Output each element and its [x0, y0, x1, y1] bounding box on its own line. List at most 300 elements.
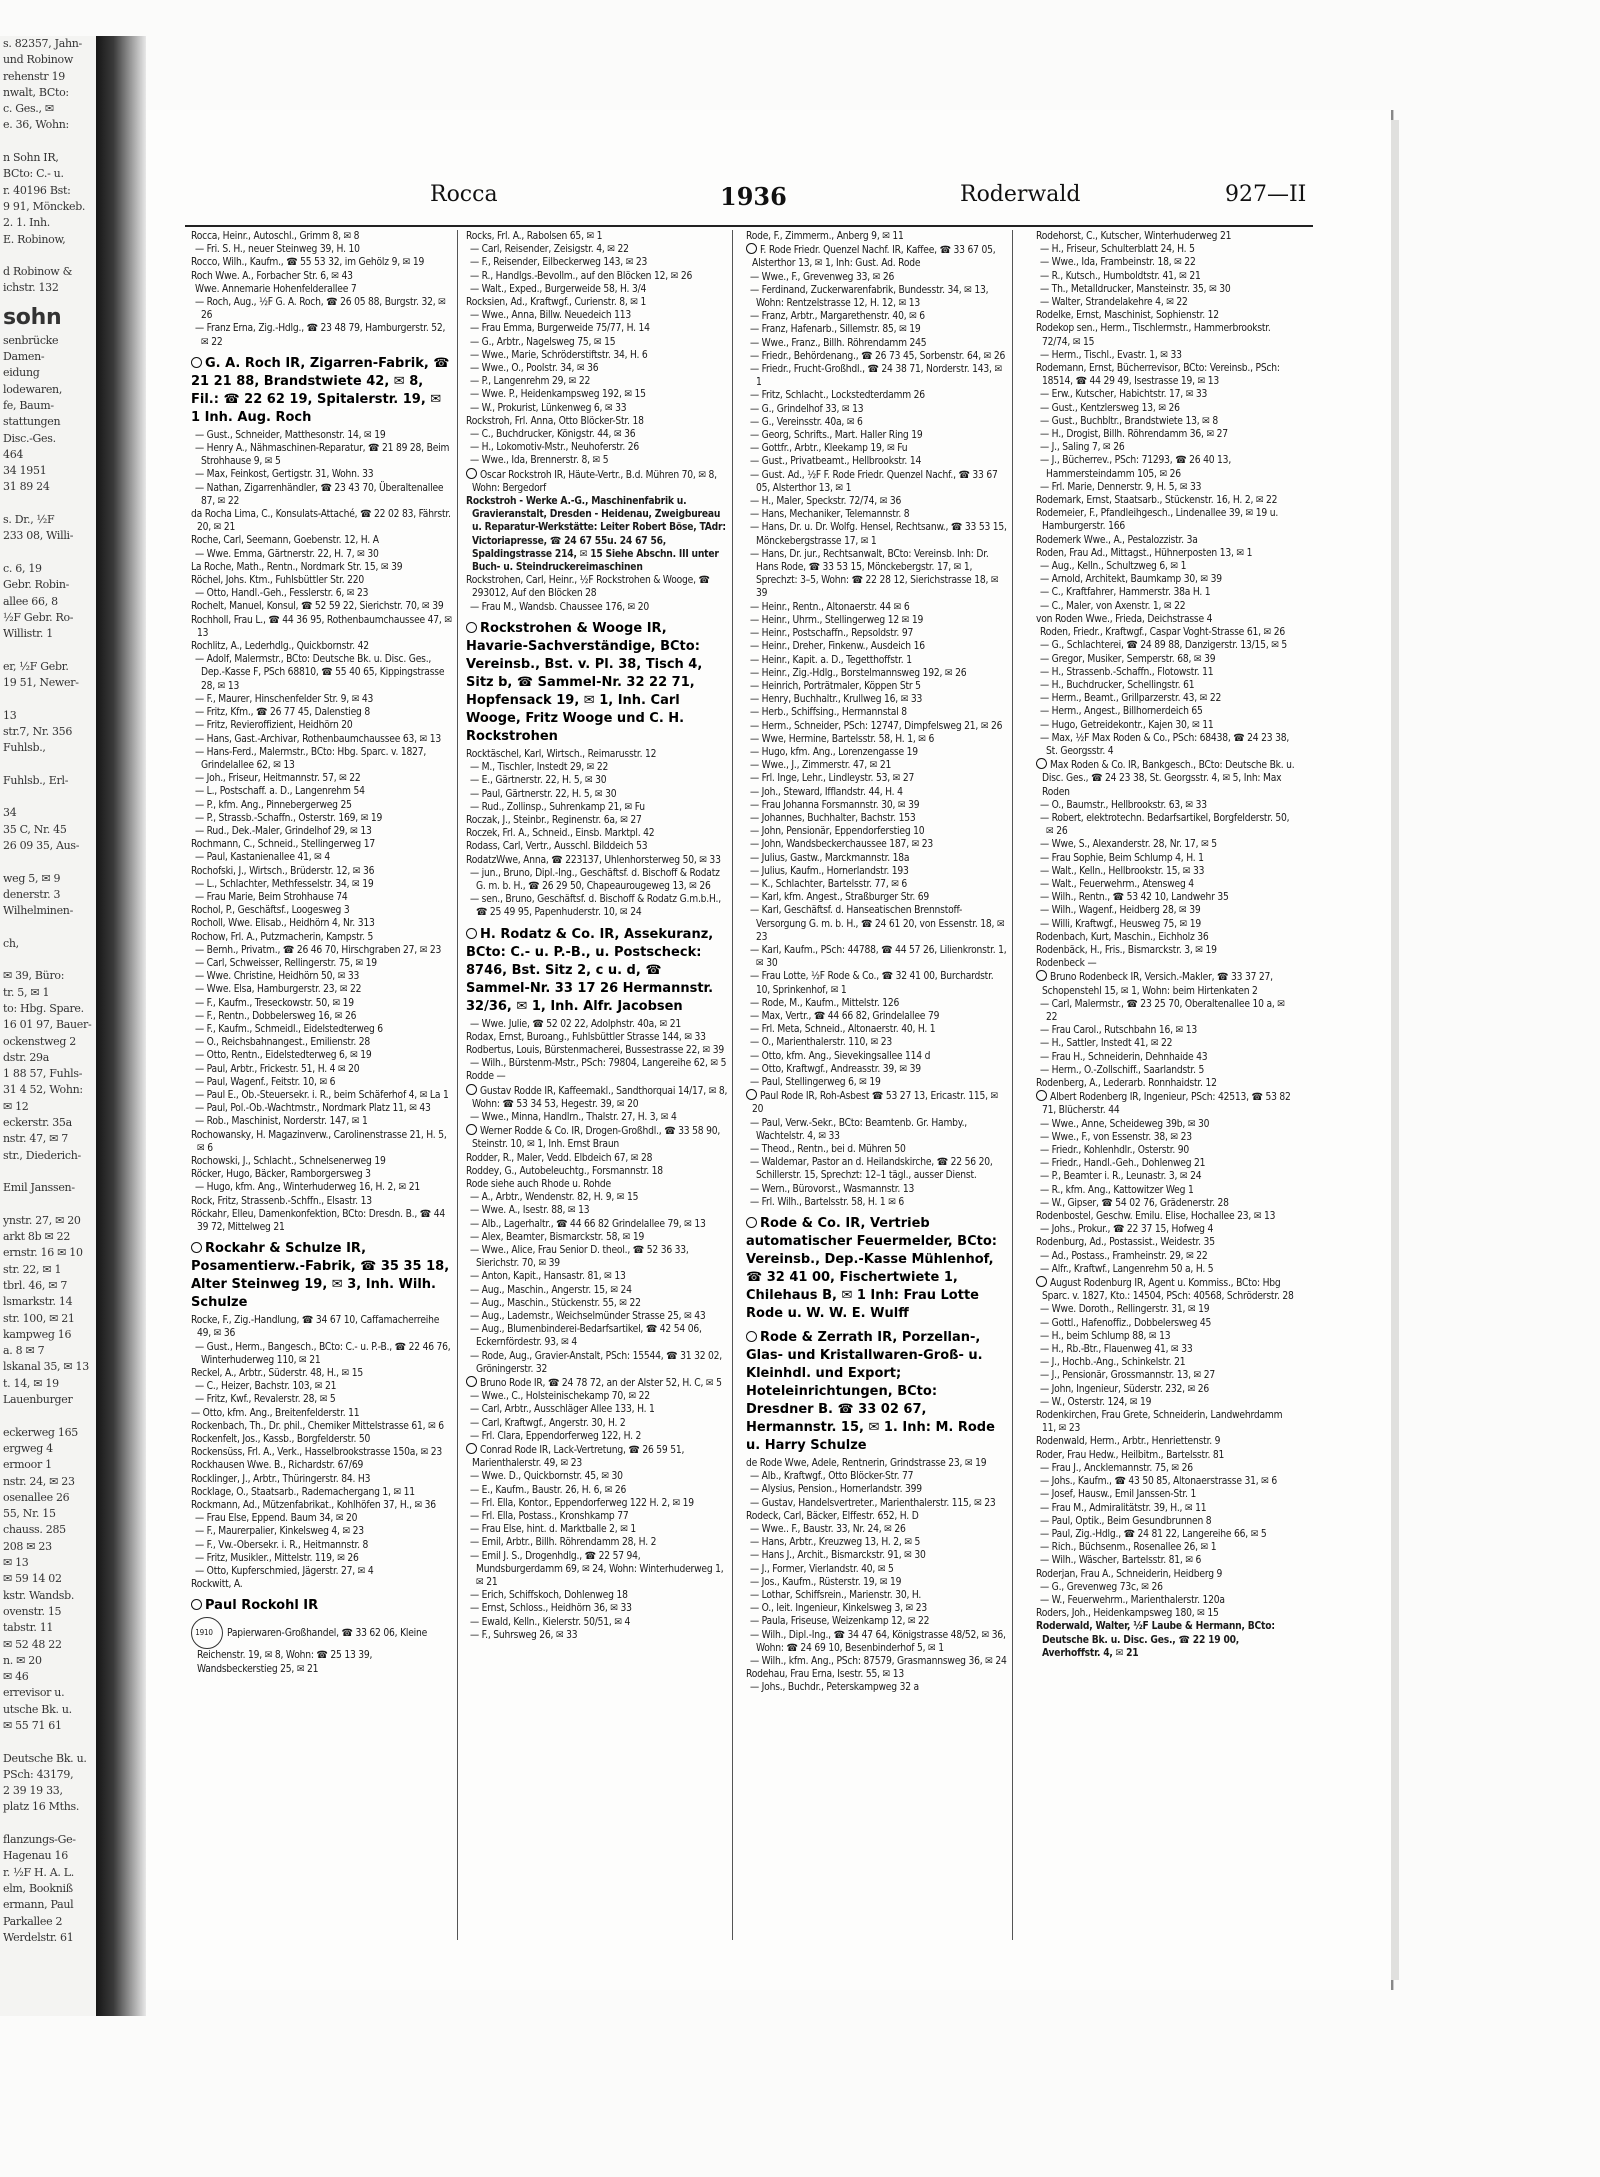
directory-entry	[746, 271, 1008, 284]
entry-text: — Franz, Arbtr., Margarethenstr. 40, ✉ 6	[750, 311, 925, 323]
entry-text: — Gustav, Handelsvertreter., Marienthalerstr. 115, ✉ 23	[750, 1497, 996, 1509]
entry-text: — F., Reisender, Eilbeckerweg 143, ✉ 23	[470, 257, 648, 269]
entry-text: — Ewald, Kelln., Kielerstr. 50/51, ✉ 4	[470, 1616, 631, 1628]
entry-text: — Wwe., Minna, Handlrn., Thalstr. 27, H. 3, ✉ 4	[470, 1111, 677, 1123]
entry-text: — Friedr., Kohlenhdlr., Osterstr. 90	[1040, 1145, 1190, 1157]
directory-entry	[191, 719, 453, 732]
entry-text: Rockenfelt, Jos., Kassb., Borgfelderstr. 50	[191, 1434, 371, 1446]
entry-text: — Herm., Angest., Billhornerdeich 65	[1040, 706, 1203, 718]
entry-text: — G., Grindelhof 33, ✉ 13	[750, 403, 864, 415]
registered-firm-circle-icon	[1036, 758, 1047, 769]
directory-entry	[466, 1430, 728, 1443]
entry-text: Rockahr & Schulze IR, Posamentierw.-Fabrik, ☎ 35 35 18, Alter Steinweg 19, ✉ 3, Inh. Wilh. Schulze	[191, 1241, 450, 1311]
entry-text: — Herb., Schiffsing., Hermannstal 8	[750, 707, 907, 719]
entry-text: Rocca, Heinr., Autoschl., Grimm 8, ✉ 8	[191, 231, 360, 242]
directory-entry	[191, 600, 453, 613]
entry-text: Rodbertus, Louis, Bürstenmacherei, Bussestrasse 22, ✉ 39	[466, 1044, 724, 1056]
entry-text: — Paul, Arbtr., Frickestr. 51, H. 4 ✉ 20	[195, 1063, 360, 1075]
entry-text: — Lothar, Schiffsrein., Marienstr. 30, H.	[750, 1590, 922, 1602]
left-page-line: str. 22, ✉ 1	[3, 1262, 62, 1276]
entry-text: Roden, Frau Ad., Mittagst., Hühnerposten 13, ✉ 1	[1036, 547, 1253, 559]
directory-entry	[746, 1549, 1008, 1562]
entry-text: — Wwe., Marie, Schröderstiftstr. 34, H. 6	[470, 349, 648, 361]
left-page-line: Wilhelminen-	[3, 904, 74, 918]
directory-entry	[1036, 494, 1298, 507]
directory-entry	[746, 455, 1008, 468]
entry-text: Rodenkirchen, Frau Grete, Schneiderin, Landwehrdamm 11, ✉ 23	[1036, 1410, 1283, 1435]
left-page-line: 13	[3, 708, 17, 722]
directory-entry	[466, 1536, 728, 1549]
directory-entry	[466, 1417, 728, 1430]
entry-text: — E., Kaufm., Baustr. 26, H. 6, ✉ 26	[470, 1484, 627, 1496]
entry-text: Rocklage, O., Staatsarb., Rademachergang 1, ✉ 11	[191, 1486, 415, 1498]
directory-entry	[746, 1076, 1008, 1089]
directory-entry	[746, 337, 1008, 350]
entry-text: — Gust. Ad., ½F F. Rode Friedr. Quenzel Nachf., ☎ 33 67 05, Alsterthor 13, ✉ 1	[750, 469, 998, 494]
directory-entry	[746, 1117, 1008, 1143]
directory-entry	[191, 614, 453, 640]
directory-entry	[1036, 1303, 1298, 1316]
directory-entry	[466, 1178, 728, 1191]
entry-text: — Roch, Aug., ½F G. A. Roch, ☎ 26 05 88, Burgstr. 32, ✉ 26	[195, 297, 446, 322]
entry-text: Oscar Rockstroh IR, Häute-Vertr., B.d. Mühren 70, ✉ 8, Wohn: Bergedorf	[472, 469, 717, 494]
directory-entry	[1036, 1435, 1298, 1448]
directory-entry	[191, 561, 453, 574]
directory-entry	[191, 1578, 453, 1591]
entry-text: — sen., Bruno, Geschäftsf. d. Bischoff & Rodatz G.m.b.H., ☎ 25 49 95, Papenhuderstr. 10, ✉ 24	[470, 894, 721, 919]
entry-text: — Frau H., Schneiderin, Dehnhaide 43	[1040, 1051, 1208, 1063]
left-page-line: eckerstr. 35a	[3, 1116, 72, 1129]
left-page-line: 16 01 97, Bauer-	[3, 1018, 92, 1032]
directory-entry	[191, 270, 453, 283]
directory-entry	[466, 1165, 728, 1178]
directory-entry	[1036, 1502, 1298, 1515]
entry-text: — Hugo, kfm. Ang., Lorenzengasse 19	[750, 746, 918, 758]
directory-entry	[191, 1076, 453, 1089]
entry-text: — Walter, Strandelakehre 4, ✉ 22	[1040, 297, 1188, 309]
entry-text: — Gottfr., Arbtr., Kleekamp 19, ✉ Fu	[750, 443, 908, 455]
directory-entry	[1036, 1541, 1298, 1554]
entry-text: — Willi, Kraftwgf., Heusweg 75, ✉ 19	[1040, 918, 1201, 930]
directory-entry	[466, 296, 728, 309]
entry-text: — Hans, Dr. jur., Rechtsanwalt, BCto: Vereinsb. Inh: Dr. Hans Rode, ☎ 33 53 15, Mönckebergstr. 17, ✉ 1, Sprechzt: 3–5, Wohn: ☎ 22 28 12, Sierichstrasse 18, ✉ 39	[750, 548, 999, 600]
entry-text: Roch Wwe. A., Forbacher Str. 6, ✉ 43	[191, 270, 353, 282]
left-page-line: ermann, Paul	[3, 1898, 74, 1912]
entry-text: — Ferdinand, Zuckerwarenfabrik, Bundesstr. 34, ✉ 13, Wohn: Rentzelstrasse 12, H. 12, ✉ 13	[750, 284, 989, 310]
entry-text: — Wwe., Alice, Frau Senior D. theol., ☎ 52 36 33, Sierichstr. 70, ✉ 39	[470, 1244, 689, 1270]
entry-text: — C., Maler, von Axenstr. 1, ✉ 22	[1040, 600, 1186, 612]
entry-text: Albert Rodenberg IR, Ingenieur, PSch: 42513, ☎ 53 82 71, Blücherstr. 44	[1042, 1092, 1291, 1117]
directory-entry	[191, 944, 453, 957]
directory-entry	[1036, 1409, 1298, 1435]
directory-entry	[191, 706, 453, 719]
entry-text: — H., Drogist, Billh. Röhrendamm 36, ✉ 27	[1040, 429, 1228, 441]
left-page-text-bottom	[0, 333, 96, 1946]
entry-text: Rockstrohen & Wooge IR, Havarie-Sachverständige, BCto: Vereinsb., Bst. v. Pl. 38, Tisch 4, Sitz b, ☎ Sammel-Nr. 32 22 71, Hopfensack 19, ✉ 1, Inh. Carl Wooge, Fritz Wooge und C. H. Rockstrohen	[466, 620, 703, 744]
directory-entry	[191, 1010, 453, 1023]
directory-entry	[1036, 230, 1298, 243]
entry-text: — Carl, Malermstr., ☎ 23 25 70, Oberaltenallee 10 a, ✉ 22	[1040, 998, 1285, 1023]
entry-text: — Herm., Beamt., Grillparzerstr. 43, ✉ 22	[1040, 693, 1222, 705]
header-rule	[185, 225, 1313, 227]
directory-entry	[746, 970, 1008, 996]
left-page-fragment	[0, 36, 98, 2016]
entry-text: — John, Wandsbeckerchaussee 187, ✉ 23	[750, 839, 934, 851]
entry-text: Rodax, Ernst, Buroang., Fuhlsbüttler Strasse 144, ✉ 33	[466, 1031, 706, 1043]
directory-entry	[746, 667, 1008, 680]
entry-text: — Wwe. Elsa, Hamburgerstr. 23, ✉ 22	[195, 984, 362, 996]
directory-entry	[466, 801, 728, 814]
directory-entry	[191, 640, 453, 653]
left-page-line: n. ✉ 20	[3, 1653, 42, 1667]
directory-entry	[746, 799, 1008, 812]
entry-text: — Wwe., O., Poolstr. 34, ✉ 36	[470, 363, 599, 375]
entry-text: Rodekop sen., Herm., Tischlermstr., Hammerbrookstr. 72/74, ✉ 15	[1036, 323, 1271, 348]
entry-text: Max Roden & Co. IR, Bankgesch., BCto: Deutsche Bk. u. Disc. Ges., ☎ 24 23 38, St. Georgsstr. 4, ✉ 5, Inh: Max Roden	[1042, 760, 1295, 798]
directory-entry	[1036, 732, 1298, 758]
directory-entry	[1036, 322, 1298, 348]
left-page-line: Disc.-Ges.	[3, 431, 56, 445]
directory-entry	[466, 336, 728, 349]
left-page-line	[0, 642, 96, 658]
left-page-line: str.7, Nr. 356	[3, 724, 73, 738]
directory-entry	[1036, 600, 1298, 613]
directory-entry	[466, 1111, 728, 1124]
directory-entry	[466, 1124, 728, 1151]
directory-entry	[1036, 931, 1298, 944]
entry-text: Rodenbäck, H., Fris., Bismarckstr. 3, ✉ 19	[1036, 944, 1217, 956]
directory-entry	[466, 1310, 728, 1323]
directory-entry	[746, 693, 1008, 706]
directory-entry	[1036, 1449, 1298, 1462]
directory-entry	[466, 1523, 728, 1536]
left-page-line: 26 09 35, Aus-	[3, 838, 80, 852]
directory-entry	[466, 1057, 728, 1070]
entry-text: — Wwe., C., Holsteinischekamp 70, ✉ 22	[470, 1391, 650, 1403]
entry-text: Röckahr, Elleu, Damenkonfektion, BCto: Dresdn. B., ☎ 44 39 72, Mittelweg 21	[191, 1208, 445, 1234]
entry-text: — Herm., Tischl., Evastr. 1, ✉ 33	[1040, 349, 1182, 361]
left-page-line: tabstr. 11	[3, 1621, 54, 1635]
entry-text: Roderjan, Frau A., Schneiderin, Heidberg 9	[1036, 1568, 1223, 1580]
entry-text: — Otto, kfm. Ang., Breitenfelderstr. 11	[191, 1407, 360, 1419]
directory-entry	[191, 230, 453, 243]
entry-text: — Emil, Arbtr., Billh. Röhrendamm 28, H. 2	[470, 1537, 657, 1549]
directory-entry	[466, 362, 728, 375]
directory-entry	[1036, 944, 1298, 957]
entry-text: — G., Grevenweg 73c, ✉ 26	[1040, 1581, 1163, 1593]
entry-text: — Otto, kfm. Ang., Sievekingsallee 114 d	[750, 1050, 931, 1062]
entry-text: Rodemann, Ernst, Bücherrevisor, BCto: Vereinsb., PSch: 18514, ☎ 44 29 49, Isestrasse 19, ✉ 13	[1036, 363, 1280, 388]
directory-entry	[191, 1433, 453, 1446]
directory-entry	[466, 1616, 728, 1629]
entry-text: — F., Suhrsweg 26, ✉ 33	[470, 1629, 578, 1641]
directory-entry	[466, 454, 728, 467]
directory-entry	[1036, 1343, 1298, 1356]
directory-entry	[746, 865, 1008, 878]
entry-text: Rodemeier, F., Pfandleihgesch., Lindenallee 39, ✉ 19 u. Hamburgerstr. 166	[1036, 508, 1279, 533]
entry-text: — Frau Carol., Rutschbahn 16, ✉ 13	[1040, 1025, 1197, 1037]
left-page-line: 31 4 52, Wohn:	[3, 1083, 83, 1097]
directory-entry	[191, 931, 453, 944]
entry-text: — Otto, Kupferschmied, Jägerstr. 27, ✉ 4	[195, 1566, 374, 1578]
entry-text: Rodenburg, Ad., Postassist., Weidestr. 35	[1036, 1237, 1215, 1249]
directory-entry	[191, 1539, 453, 1552]
left-page-line: arkt 8b ✉ 22	[3, 1230, 71, 1244]
directory-entry	[191, 1393, 453, 1406]
directory-entry	[1036, 1077, 1298, 1090]
directory-entry	[746, 403, 1008, 416]
directory-entry	[1036, 1317, 1298, 1330]
directory-entry	[191, 1565, 453, 1578]
directory-entry	[746, 310, 1008, 323]
directory-entry	[746, 1196, 1008, 1209]
registered-firm-circle-icon	[746, 1331, 757, 1342]
entry-text: Rode & Zerrath IR, Porzellan-, Glas- und Kristallwaren-Groß- u. Kleinhdl. und Export; Hoteleinrichtungen, BCto: Dresdner B. ☎ 33 02 67, Hermannstr. 15, ✉ 1. Inh: M. Rode u. Harry Schulze	[746, 1330, 995, 1454]
entry-text: — O., Baumstr., Hellbrookstr. 63, ✉ 33	[1040, 799, 1207, 811]
entry-text: — Frau Johanna Forsmannstr. 30, ✉ 39	[750, 799, 920, 811]
directory-entry	[466, 270, 728, 283]
directory-entry	[746, 323, 1008, 336]
entry-text: — Aug., Blumenbinderei-Bedarfsartikel, ☎ 42 54 06, Eckernfördestr. 93, ✉ 4	[470, 1324, 702, 1349]
left-page-line: Deutsche Bk. u.	[3, 1751, 87, 1765]
entry-text: Rode, F., Zimmerm., Anberg 9, ✉ 11	[746, 231, 904, 242]
entry-text: — F., Kaufm., Treseckowstr. 50, ✉ 19	[195, 997, 354, 1009]
directory-entry	[191, 851, 453, 864]
entry-text: — Waldemar, Pastor an d. Heilandskirche, ☎ 22 56 20, Schillerstr. 15, Sprechzt: 12–1 tägl., ausser Dienst.	[750, 1157, 993, 1182]
entry-text: — Aug., Maschin., Angerstr. 15, ✉ 24	[470, 1284, 632, 1296]
entry-text: Rodenbostel, Geschw. Emilu. Elise, Hochallee 23, ✉ 13	[1036, 1211, 1276, 1223]
entry-text: — Johs., Prokur., ☎ 22 37 15, Hofweg 4	[1040, 1224, 1214, 1236]
directory-display-entry	[191, 1240, 453, 1312]
left-page-line: osenallee 26	[3, 1490, 70, 1504]
directory-entry	[1036, 679, 1298, 692]
directory-column-4	[1030, 230, 1302, 1940]
directory-entry	[466, 867, 728, 893]
left-page-line: eckerweg 165	[3, 1425, 78, 1439]
entry-text: — Paul, Stellingerweg 6, ✉ 19	[750, 1077, 881, 1088]
directory-entry	[466, 441, 728, 454]
entry-text: — Hans, Dr. u. Dr. Wolfg. Hensel, Rechtsanw., ☎ 33 53 15, Mönckebergstrasse 17, ✉ 1	[750, 522, 1007, 547]
header-year: 1936	[720, 182, 787, 211]
header-left-keyword: Rocca	[430, 182, 498, 207]
directory-entry	[746, 1615, 1008, 1628]
left-page-line: kstr. Wandsb.	[3, 1588, 75, 1602]
entry-text: — Heinr., Zig.-Hdlg., Borstelmannsweg 192, ✉ 26	[750, 667, 967, 679]
entry-text: — C., Buchdrucker, Königstr. 44, ✉ 36	[470, 429, 636, 441]
left-page-line: 9 91, Mönckeb.	[3, 199, 86, 213]
entry-text: — O., Reichsbahnangest., Emilienstr. 28	[195, 1037, 371, 1049]
entry-text: — Arnold, Architekt, Baumkamp 30, ✉ 39	[1040, 574, 1222, 586]
entry-text: — Frl. Meta, Schneid., Altonaerstr. 40, H. 1	[750, 1024, 936, 1036]
directory-entry	[466, 1018, 728, 1031]
entry-text: Roderwald, Walter, ½F Laube & Hermann, BCto: Deutsche Bk. u. Disc. Ges., ☎ 22 19 00, Averhoffstr. 4, ✉ 21	[1036, 1621, 1275, 1659]
directory-entry	[191, 1049, 453, 1062]
entry-text: — Jos., Kaufm., Rüsterstr. 19, ✉ 19	[750, 1576, 902, 1588]
left-page-line: t. 14, ✉ 19	[3, 1376, 59, 1390]
entry-text: Paul Rode IR, Roh-Asbest ☎ 53 27 13, Ericastr. 115, ✉ 20	[752, 1091, 999, 1116]
entry-text: — Frau J., Ancklemannstr. 75, ✉ 26	[1040, 1462, 1193, 1474]
directory-entry	[746, 1156, 1008, 1182]
entry-text: — Rode, M., Kaufm., Mittelstr. 126	[750, 997, 900, 1009]
left-page-line: 35 C, Nr. 45	[3, 822, 67, 836]
entry-text: — Wwe. D., Quickbornstr. 45, ✉ 30	[470, 1471, 623, 1483]
entry-text: — Heinr., Dreher, Finkenw., Ausdeich 16	[750, 641, 925, 653]
directory-entry	[746, 1143, 1008, 1156]
entry-text: Rochholl, Frau L., ☎ 44 36 95, Rothenbaumchaussee 47, ✉ 13	[191, 614, 452, 639]
directory-entry	[746, 746, 1008, 759]
left-page-line	[0, 854, 96, 870]
directory-entry	[191, 534, 453, 547]
entry-text: Rochlitz, A., Lederhdlg., Quickbornstr. 42	[191, 641, 369, 653]
directory-entry	[466, 1284, 728, 1297]
left-page-line: ch,	[3, 936, 19, 950]
registered-firm-circle-icon	[466, 1443, 477, 1454]
entry-text: — Heinr., Rentn., Altonaerstr. 44 ✉ 6	[750, 601, 910, 613]
directory-entry	[746, 508, 1008, 521]
entry-text: — P., kfm. Ang., Pinnebergerweg 25	[195, 799, 352, 811]
entry-text: — Wwe., F., von Essenstr. 38, ✉ 23	[1040, 1131, 1192, 1143]
directory-entry	[191, 1208, 453, 1234]
left-page-line: ovenstr. 15	[3, 1604, 62, 1618]
directory-column-3	[740, 230, 1013, 1940]
directory-entry	[466, 1497, 728, 1510]
left-page-line: 34	[3, 806, 17, 820]
entry-text: — Theod., Rentn., bei d. Mühren 50	[750, 1144, 906, 1156]
directory-entry	[191, 1499, 453, 1512]
left-page-line: ½F Gebr. Ro-	[3, 610, 74, 624]
entry-text: F. Rode Friedr. Quenzel Nachf. IR, Kaffee, ☎ 33 67 05, Alsterthor 13, ✉ 1, Inh: Gust. Ad. Rode	[752, 245, 996, 270]
directory-entry	[191, 746, 453, 772]
left-page-line: Fuhlsb., Erl-	[3, 773, 69, 787]
entry-text: Roden, Friedr., Kraftwgf., Caspar Voght-Strasse 61, ✉ 26	[1040, 627, 1285, 639]
entry-text: Rocke, F., Zig.-Handlung, ☎ 34 67 10, Caffamacherreihe 49, ✉ 36	[191, 1315, 440, 1340]
directory-entry	[466, 468, 728, 495]
entry-text: — Bernh., Privatm., ☎ 26 46 70, Hirschgraben 27, ✉ 23	[195, 944, 442, 956]
directory-entry	[466, 349, 728, 362]
left-page-line: r. 40196 Bst:	[3, 183, 71, 197]
entry-text: — Johs., Buchdr., Peterskampweg 32 a	[750, 1682, 919, 1694]
directory-entry	[746, 680, 1008, 693]
directory-entry	[466, 854, 728, 867]
entry-text: — H., Maler, Speckstr. 72/74, ✉ 36	[750, 496, 902, 508]
left-page-line: 19 51, Newer-	[3, 675, 79, 689]
entry-text: Wwe. Annemarie Hohenfelderallee 7	[195, 283, 357, 295]
entry-text: — Heinr., Postschaffn., Repsoldstr. 97	[750, 628, 914, 640]
left-page-line: n Sohn IR,	[3, 151, 59, 165]
entry-text: — Josef, Hausw., Emil Janssen-Str. 1	[1040, 1489, 1197, 1501]
directory-entry	[466, 601, 728, 614]
directory-entry	[466, 1403, 728, 1416]
directory-entry	[1036, 918, 1298, 931]
entry-text: Roddey, G., Autobeleuchtg., Forsmannstr. 18	[466, 1165, 663, 1177]
directory-entry	[466, 1231, 728, 1244]
entry-text: Rodenbach, Kurt, Maschin., Eichholz 36	[1036, 931, 1209, 943]
entry-text: Rocks, Frl. A., Rabolsen 65, ✉ 1	[466, 231, 603, 242]
left-page-line: lodewaren,	[3, 382, 63, 396]
directory-entry	[466, 388, 728, 401]
entry-text: — Friedr., Behördenang., ☎ 26 73 45, Sorbenstr. 64, ✉ 26	[750, 350, 1006, 362]
left-page-line: ✉ 13	[3, 1556, 29, 1570]
entry-text: — Hans, Mechaniker, Telemannstr. 8	[750, 509, 910, 521]
entry-text: — Fri. S. H., neuer Steinweg 39, H. 10	[195, 244, 360, 256]
left-page-line: ✉ 46	[3, 1670, 29, 1684]
left-page-line: to: Hbg. Spare.	[3, 1001, 84, 1015]
directory-entry	[191, 1512, 453, 1525]
entry-text: — L., Postschaff. a. D., Langenrehm 54	[195, 786, 365, 798]
entry-text: — Fritz, Kfm., ☎ 26 77 45, Dalenstieg 8	[195, 707, 370, 719]
entry-text: Rocktäschel, Karl, Wirtsch., Reimarusstr. 12	[466, 748, 657, 760]
entry-text: — Wwe., Anna, Billw. Neuedeich 113	[470, 310, 632, 322]
directory-entry	[1036, 243, 1298, 256]
directory-entry	[746, 772, 1008, 785]
directory-entry	[1036, 296, 1298, 309]
directory-entry	[466, 827, 728, 840]
left-page-line: 2. 1. Inh.	[3, 216, 50, 230]
entry-text: da Rocha Lima, C., Konsulats-Attaché, ☎ 22 02 83, Fährstr. 20, ✉ 21	[191, 509, 451, 534]
directory-entry	[191, 1155, 453, 1168]
entry-text: H. Rodatz & Co. IR, Assekuranz, BCto: C.- u. P.-B., u. Postscheck: 8746, Bst. Sitz 2, c u. d, ☎ Sammel-Nr. 33 17 26 Hermannstr. 32/36, ✉ 1, Inh. Alfr. Jacobsen	[466, 926, 714, 1014]
entry-text: — Wwe. Christine, Heidhörn 50, ✉ 33	[195, 971, 360, 983]
directory-entry	[191, 1473, 453, 1486]
directory-entry	[466, 1297, 728, 1310]
entry-text: — H., Rb.-Btr., Flauenweg 41, ✉ 33	[1040, 1344, 1193, 1356]
directory-entry	[1036, 1051, 1298, 1064]
entry-text: — Paul, Kastanienallee 41, ✉ 4	[195, 852, 330, 864]
entry-text: Rochmann, C., Schneid., Stellingerweg 17	[191, 839, 375, 851]
left-page-line: denerstr. 3	[3, 887, 61, 901]
entry-text: Roders, Joh., Heidenkampsweg 180, ✉ 15	[1036, 1608, 1219, 1620]
directory-entry	[1036, 1383, 1298, 1396]
directory-entry	[1036, 309, 1298, 322]
entry-text: — Frl. Ella, Kontor., Eppendorferweg 122 H. 2, ✉ 19	[470, 1497, 694, 1509]
directory-entry	[466, 788, 728, 801]
entry-text: — Frau Else, hint. d. Marktballe 2, ✉ 1	[470, 1524, 637, 1536]
entry-text: — Wwe., Anne, Scheideweg 39b, ✉ 30	[1040, 1118, 1210, 1130]
directory-entry	[466, 774, 728, 787]
directory-entry	[1036, 586, 1298, 599]
directory-entry	[1036, 812, 1298, 838]
entry-text: — Robert, elektrotechn. Bedarfsartikel, Borgfelderstr. 50, ✉ 26	[1040, 812, 1290, 838]
directory-entry	[191, 904, 453, 917]
entry-text: — Max, Vertr., ☎ 44 66 82, Grindelallee 79	[750, 1010, 940, 1022]
entry-text: — Erw., Kutscher, Habichtstr. 17, ✉ 33	[1040, 389, 1208, 401]
left-page-line: lsmarkstr. 14	[3, 1295, 73, 1309]
directory-entry	[466, 495, 728, 574]
directory-entry	[1036, 283, 1298, 296]
entry-text: — Wilh., Bürstenm-Mstr., PSch: 79804, Langereihe 62, ✉ 5	[470, 1058, 727, 1070]
directory-entry	[746, 284, 1008, 310]
directory-entry	[466, 1070, 728, 1083]
directory-entry	[191, 1036, 453, 1049]
directory-entry	[466, 1376, 728, 1390]
directory-entry	[1036, 428, 1298, 441]
directory-entry	[191, 548, 453, 561]
left-page-line: elm, Bookniß	[3, 1881, 73, 1895]
entry-text: — Franz, Hafenarb., Sillemstr. 85, ✉ 19	[750, 324, 921, 336]
directory-entry	[746, 495, 1008, 508]
left-page-line: senbrücke	[3, 333, 59, 347]
entry-text: Rockstrohen, Carl, Heinr., ½F Rockstrohen & Wooge, ☎ 293012, Auf den Blöcken 28	[466, 575, 710, 600]
entry-text: — Paul E., Ob.-Steuersekr. i. R., beim Schäferhof 4, ✉ La 1	[195, 1089, 449, 1101]
entry-text: — Rich., Büchsenm., Rosenallee 26, ✉ 1	[1040, 1542, 1217, 1554]
entry-text: — Carl, Reisender, Zeisigstr. 4, ✉ 22	[470, 244, 629, 256]
directory-entry	[466, 230, 728, 243]
directory-entry	[191, 917, 453, 930]
directory-entry	[466, 893, 728, 919]
entry-text: Rodder, R., Maler, Vedd. Elbdeich 67, ✉ 28	[466, 1152, 653, 1164]
entry-text: — Wilh., Rentn., ☎ 53 42 10, Landwehr 35	[1040, 892, 1229, 904]
directory-entry	[1036, 1090, 1298, 1117]
